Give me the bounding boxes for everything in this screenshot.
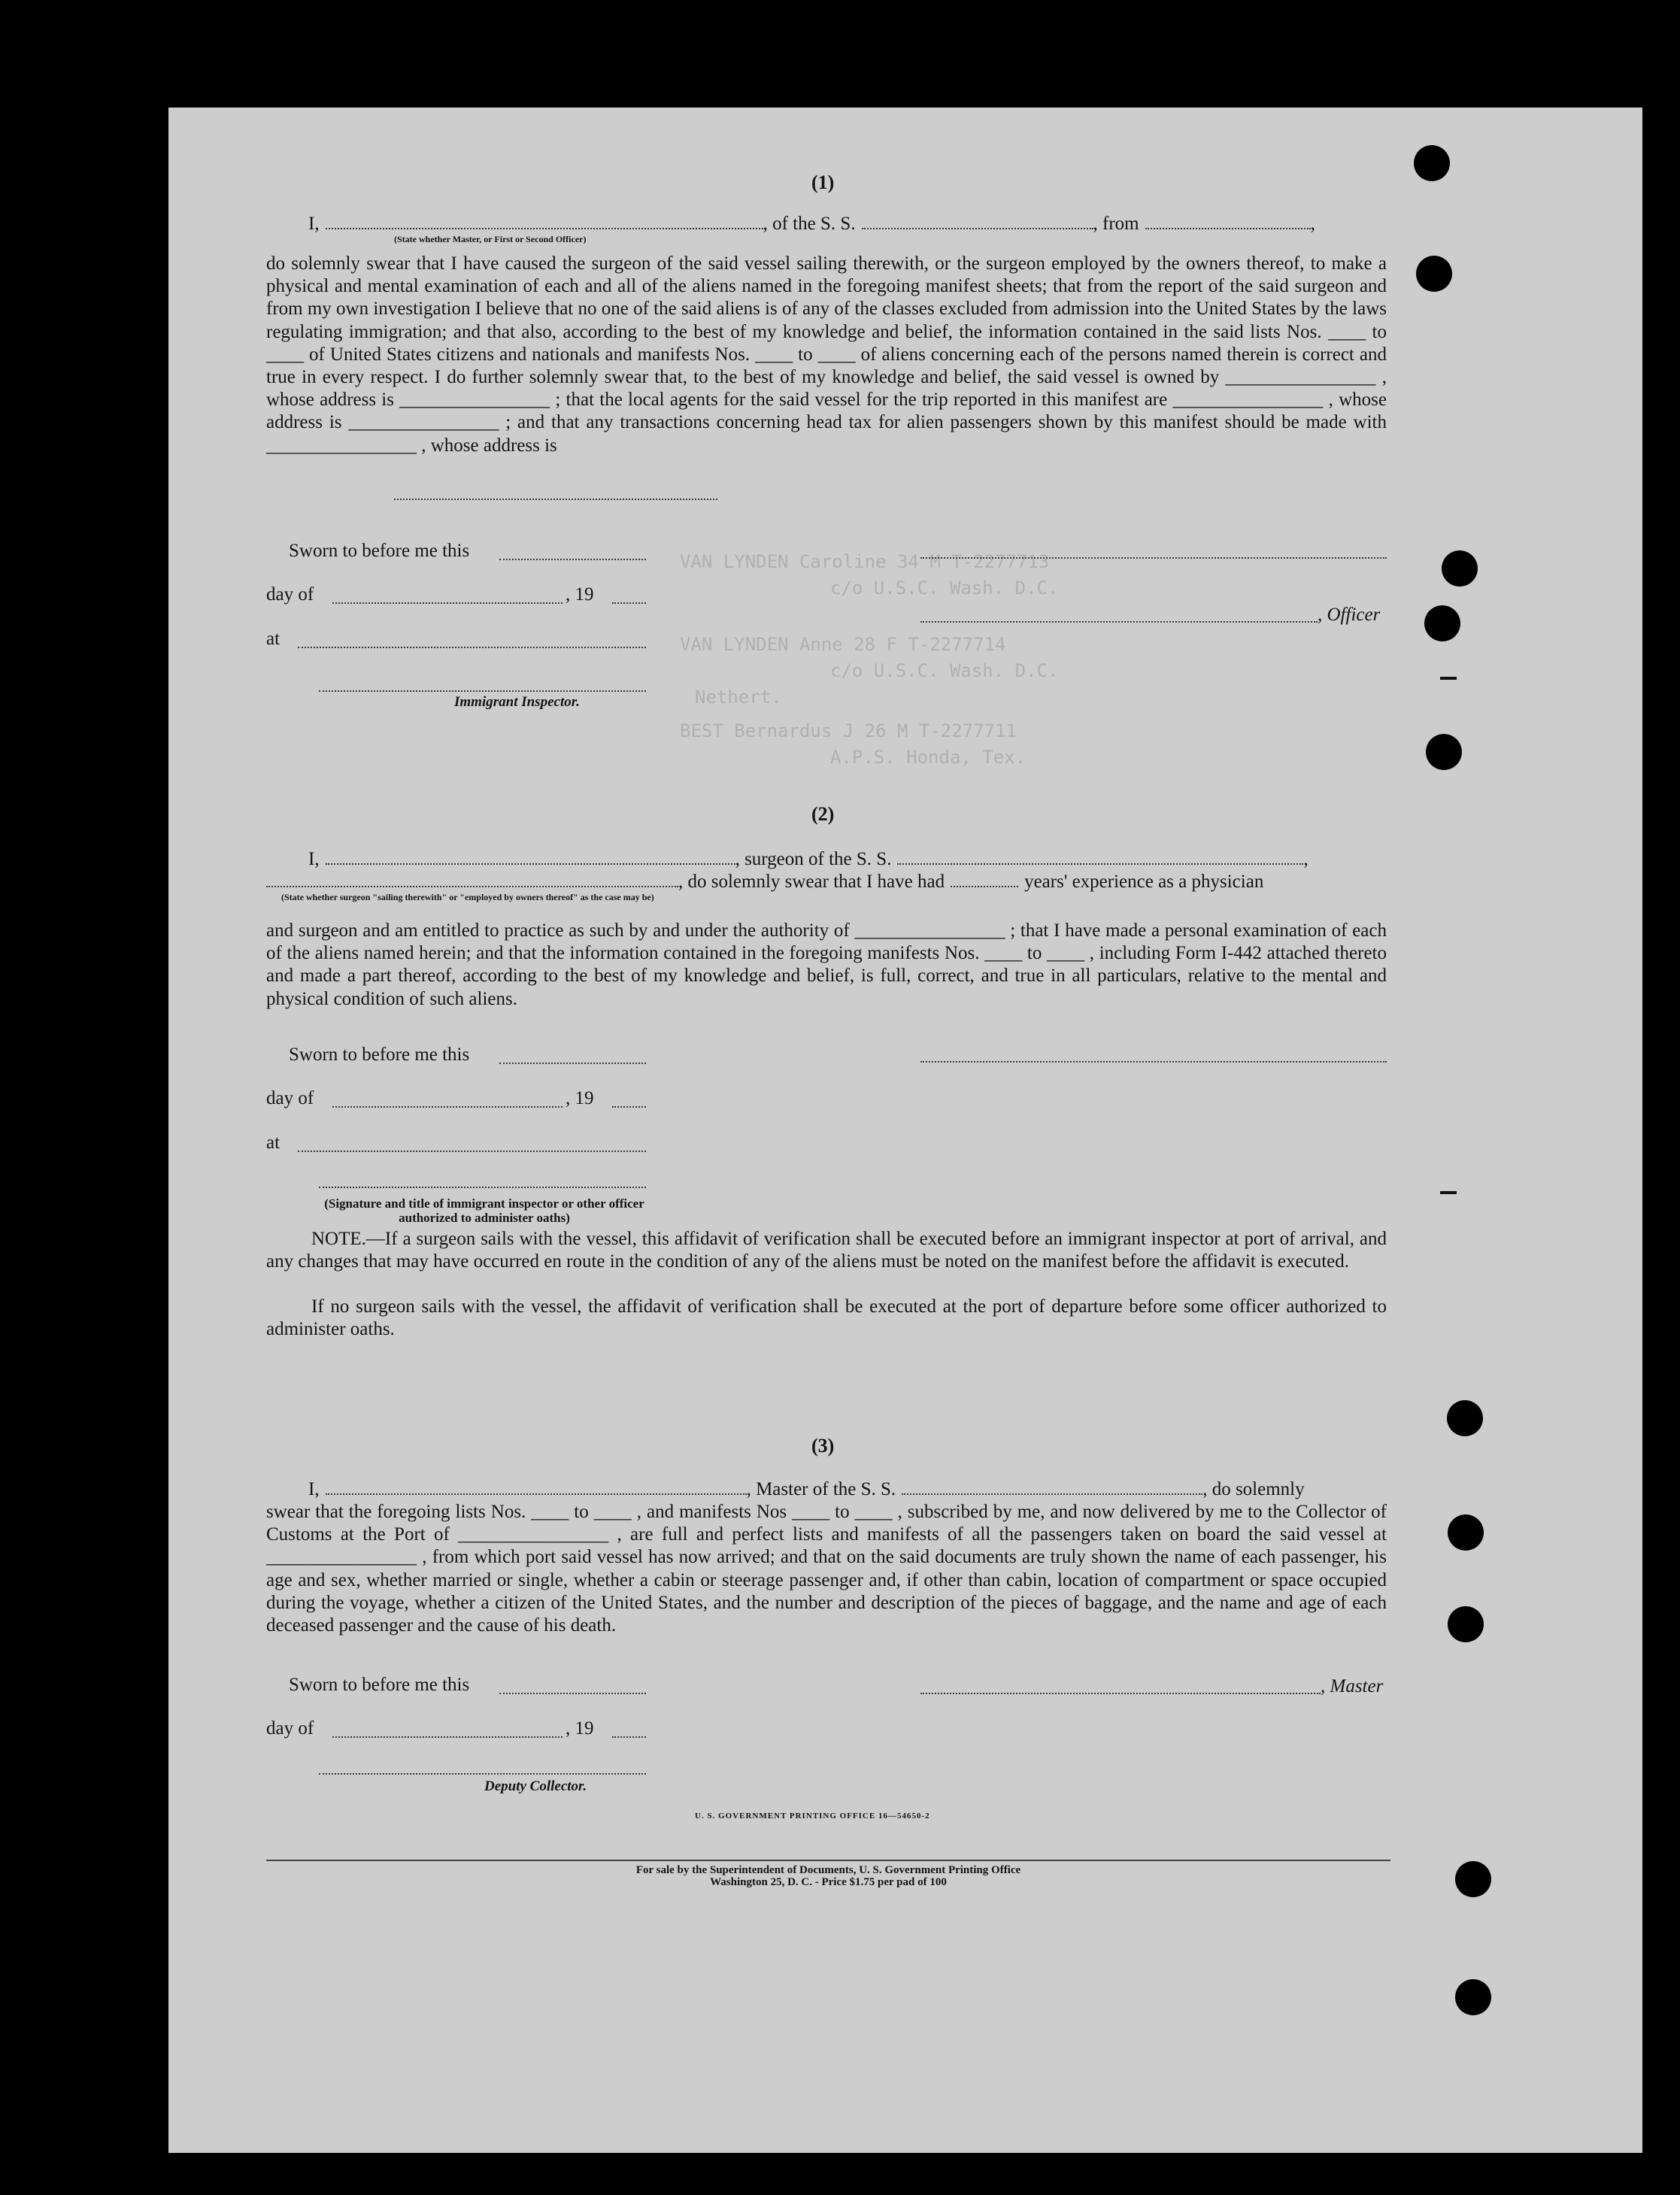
section-2-heading: (2) — [811, 803, 835, 825]
binder-hole — [1426, 734, 1462, 770]
bleed-through-text: VAN LYNDEN Anne 28 F T-2277714 — [680, 634, 1006, 655]
day-blank — [332, 1736, 563, 1738]
day-of-label-3: day of — [266, 1718, 314, 1739]
bleed-through-text: c/o U.S.C. Wash. D.C. — [830, 660, 1059, 681]
address-blank — [394, 499, 717, 500]
surgeon-signature-blank — [920, 1061, 1387, 1063]
surgeon-note-paragraph: NOTE.—If a surgeon sails with the vessel, this affidavit of verification shall be executed before an immigrant inspector at port of arrival, and any changes that may have occurred en route in the condition of any of the aliens must be noted on the manifest before the affidavit is executed. — [266, 1229, 1387, 1272]
place-blank — [298, 647, 646, 648]
sworn-date-blank — [499, 1063, 646, 1064]
day-of-label-1: day of — [266, 584, 314, 605]
sworn-date-blank — [499, 559, 646, 560]
day-blank — [332, 1106, 563, 1108]
master-caption: , Master — [1321, 1676, 1384, 1696]
officer-signature-blank-2 — [920, 621, 1318, 623]
binder-hole — [1455, 1979, 1491, 2015]
surgeon-vessel-blank — [897, 848, 1303, 865]
officer-caption: , Officer — [1318, 605, 1381, 625]
master-line-1: I, , Master of the S. S. , do solemnly — [308, 1479, 1305, 1499]
gpo-imprint: U. S. GOVERNMENT PRINTING OFFICE 16—54650-2 — [695, 1811, 930, 1821]
sale-notice-line-2: Washington 25, D. C. - Price $1.75 per pad of 100 — [710, 1876, 947, 1888]
section-3-body: swear that the foregoing lists Nos. ____ to ____ , and manifests Nos ____ to ____ , subscribed by me, and now delivered by me to the Collector of Customs at the Port of ________________ , are full and perfect lists and manifests of all the passengers taken on board the said vessel at ________________ , from which port said vessel has now arrived; and that on the said documents are truly shown the name of each passenger, his age and sex, whether married or single, whether a cabin or steerage passenger and, if other than cabin, location of compartment or space occupied during the voyage, whether a citizen of the United States, and the number and description of the pieces of baggage, and the name and age of each deceased passenger and the cause of his death. — [266, 1502, 1387, 1636]
section-3-heading: (3) — [811, 1435, 835, 1457]
oath-line-1: I, , of the S. S. , from , — [308, 214, 1315, 234]
sale-notice — [266, 1864, 1390, 1888]
binder-hole — [1448, 1606, 1484, 1642]
immigrant-inspector-caption: Immigrant Inspector. — [454, 694, 580, 710]
deputy-signature-blank — [319, 1773, 646, 1775]
deputy-collector-caption: Deputy Collector. — [484, 1778, 587, 1794]
margin-mark — [1440, 1191, 1457, 1194]
year-label-2: , 19 — [566, 1088, 594, 1108]
officer-signature-blank-1 — [920, 557, 1387, 559]
signature-title-caption: (Signature and title of immigrant inspector or other officer authorized to administer oaths) — [324, 1196, 644, 1225]
bleed-through-text: A.P.S. Honda, Tex. — [830, 747, 1026, 768]
year-blank — [612, 1106, 646, 1108]
at-label-1: at — [266, 629, 281, 649]
sworn-label-2: Sworn to before me this — [289, 1044, 470, 1065]
footer-rule — [266, 1860, 1390, 1861]
margin-mark — [1440, 677, 1457, 680]
bleed-through-text: VAN LYNDEN Caroline 34 M T-2277713 — [680, 551, 1050, 572]
surgeon-name-blank — [326, 848, 735, 865]
binder-hole — [1448, 1514, 1484, 1551]
master-name-blank — [326, 1478, 747, 1495]
origin-port-blank — [1145, 213, 1311, 229]
binder-hole — [1442, 550, 1478, 587]
year-blank — [612, 602, 646, 604]
binder-hole — [1424, 605, 1460, 641]
section-1-body: do solemnly swear that I have caused the surgeon of the said vessel sailing therewith, or the surgeon employed by the owners thereof, to make a physical and mental examination of each and all of the aliens named in the foregoing manifest sheets; that from the report of the said surgeon and from my own investigation I believe that no one of the said aliens is of any of the classes excluded from admission into the United States by the laws regulating immigration; and that also, according to the best of my knowledge and belief, the information contained in the said lists Nos. ____ to ____ of United States citizens and nationals and manifests Nos. ____ to ____ of aliens concerning each of the persons named therein is correct and true in every respect. I do further solemnly swear that, to the best of my knowledge and belief, the said vessel is owned by ________________ , whose address is ________________ ; that the local agents for the said vessel for the trip reported in this manifest are ________________ , whose address is ________________ ; and that any transactions concerning head tax for alien passengers shown by this manifest should be made with ________________ , whose address is — [266, 253, 1387, 456]
bleed-through-text: Nethert. — [695, 687, 782, 708]
binder-hole — [1447, 1400, 1483, 1436]
inspector-signature-blank — [319, 690, 646, 692]
officer-rank-note: (State whether Master, or First or Second Officer) — [394, 234, 587, 244]
year-blank — [612, 1736, 646, 1738]
binder-hole — [1416, 256, 1452, 292]
section-2-body: and surgeon and am entitled to practice as such by and under the authority of ________________ ; that I have made a personal examination of each of the aliens named herein; and that the information contained in the foregoing manifests Nos. ____ to ____ , including Form I-442 attached thereto and made a part thereof, according to the best of my knowledge and belief, is full, correct, and true in all particulars, relative to the mental and physical condition of such aliens. — [266, 920, 1387, 1009]
year-label-1: , 19 — [566, 584, 594, 605]
sworn-label-1: Sworn to before me this — [289, 541, 470, 561]
bleed-through-text: BEST Bernardus J 26 M T-2277711 — [680, 720, 1017, 741]
manifest-page — [168, 108, 1642, 2153]
surgeon-status-blank — [266, 871, 678, 887]
master-vessel-blank — [902, 1478, 1202, 1495]
master-signature-blank — [920, 1693, 1321, 1694]
officer-name-blank — [326, 213, 763, 229]
official-signature-blank — [319, 1187, 646, 1188]
sworn-date-blank — [499, 1693, 646, 1694]
surgeon-line-2: , do solemnly swear that I have had years' experience as a physician — [266, 871, 1263, 893]
section-1-heading: (1) — [811, 171, 835, 193]
surgeon-status-note: (State whether surgeon "sailing therewith" or "employed by owners thereof" as the case may be) — [281, 892, 654, 902]
sale-notice-line-1: For sale by the Superintendent of Documents, U. S. Government Printing Office — [635, 1864, 1021, 1876]
bleed-through-text: c/o U.S.C. Wash. D.C. — [830, 578, 1059, 599]
at-label-2: at — [266, 1132, 281, 1153]
day-of-label-2: day of — [266, 1088, 314, 1108]
binder-hole — [1455, 1861, 1491, 1897]
day-blank — [332, 602, 563, 604]
years-blank — [951, 871, 1018, 887]
vessel-name-blank — [862, 213, 1093, 229]
no-surgeon-note-paragraph: If no surgeon sails with the vessel, the affidavit of verification shall be executed at the port of departure before some officer authorized to administer oaths. — [266, 1296, 1387, 1340]
binder-hole — [1414, 145, 1450, 181]
place-blank — [298, 1151, 646, 1152]
sworn-label-3: Sworn to before me this — [289, 1675, 470, 1695]
surgeon-line-1: I, , surgeon of the S. S. , — [308, 849, 1309, 869]
year-label-3: , 19 — [566, 1718, 594, 1739]
